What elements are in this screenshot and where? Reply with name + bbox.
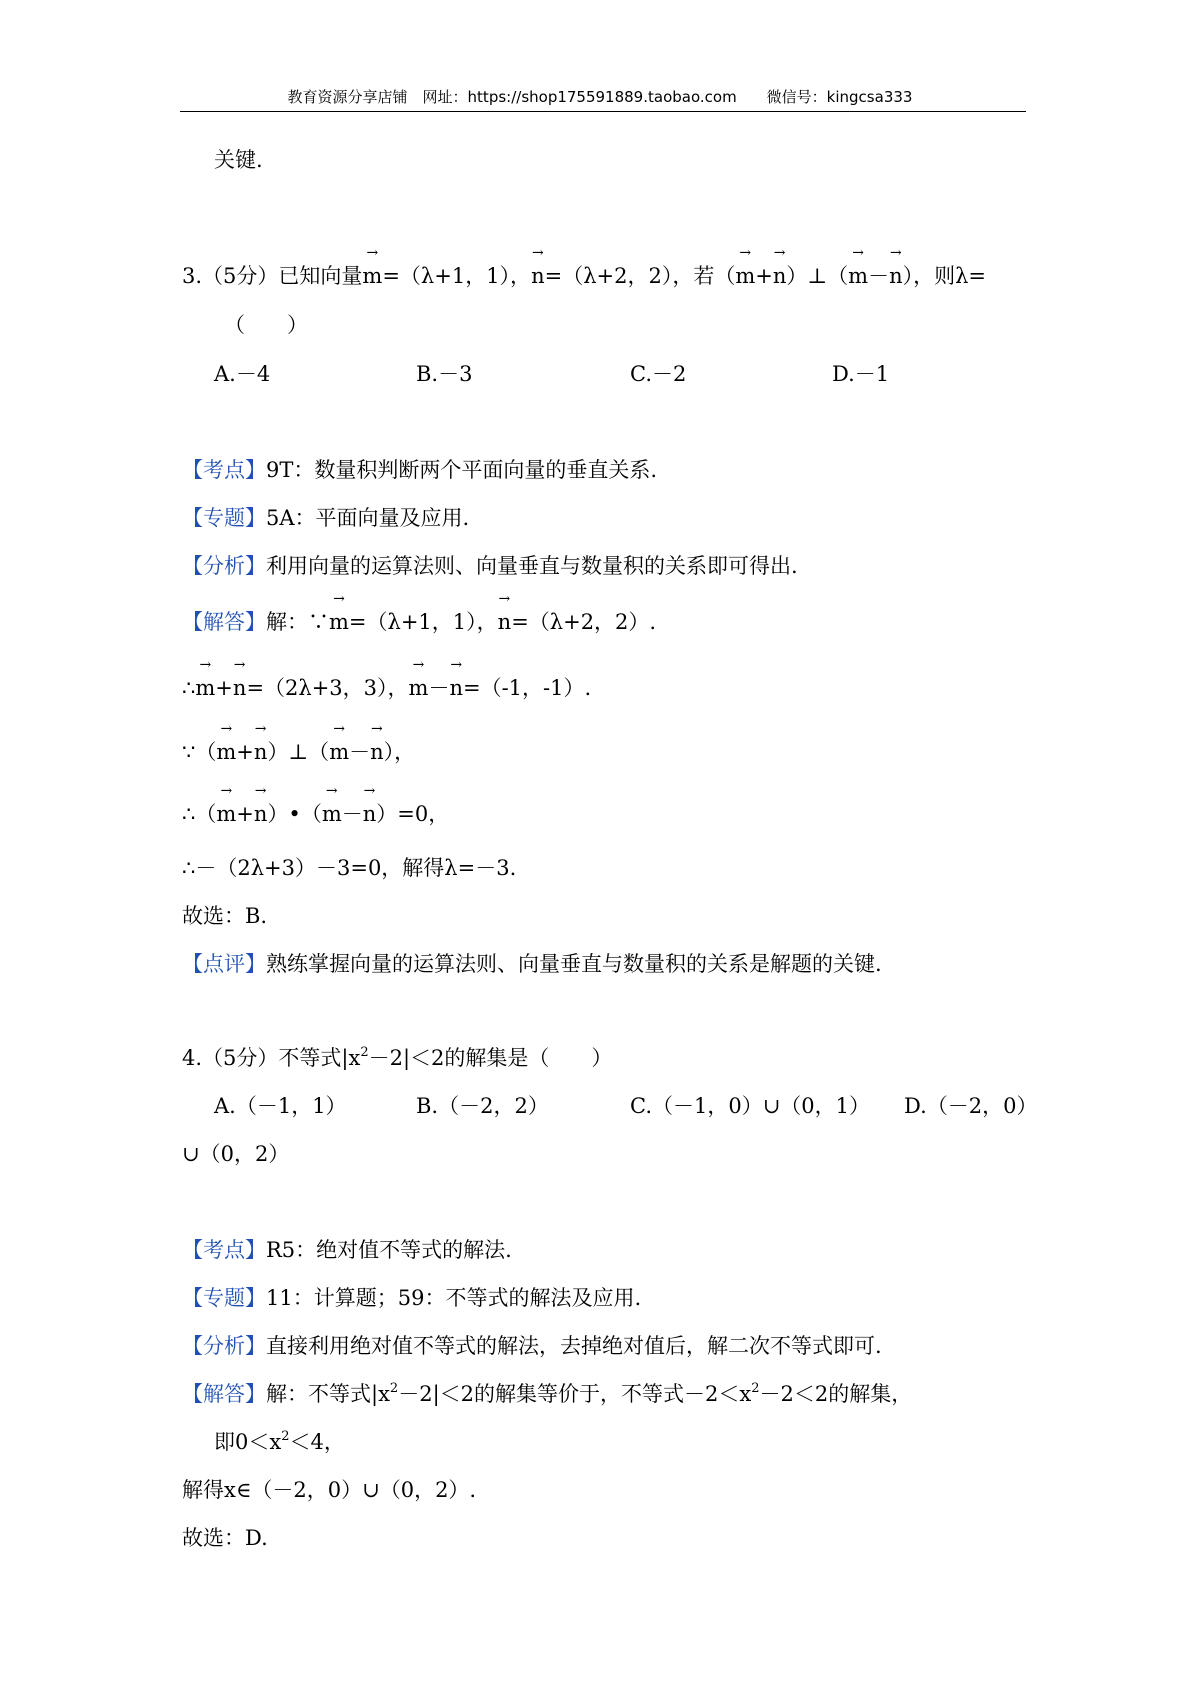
q4-fenxi-tag: 【分析】 [182,1334,266,1358]
q3-kaodian: 【考点】9T：数量积判断两个平面向量的垂直关系. [182,458,658,482]
q4-choice-d: D.（－2，0） [904,1094,1038,1118]
q3-choice-a: A.－4 [214,362,271,386]
q4-answer: 故选：D. [182,1526,268,1550]
header-divider [180,111,1026,112]
q4-solution-line-3: 解得x∈（－2，0）∪（0，2）. [182,1478,477,1502]
q3-choice-c: C.－2 [630,362,687,386]
q4-stem: 4.（5分）不等式$|x^2-2|<2$的解集是（ ） [182,1045,613,1070]
q3-solution-line-4: ∴（→ m+→ n）•（→ m－→ n）=0， [182,796,449,828]
q3-stem: 3.（5分）已知向量→ m=（λ+1，1），→ n=（λ+2，2），若（→ m+→ n）⊥（→ m－→ n），则λ= [182,258,986,290]
q3-fenxi: 【分析】利用向量的运算法则、向量垂直与数量积的关系即可得出. [182,554,798,578]
q4-choice-d-continued: ∪（0，2） [182,1142,290,1166]
q3-dianping: 【点评】熟练掌握向量的运算法则、向量垂直与数量积的关系是解题的关键. [182,952,882,976]
q3-zhuanti: 【专题】5A：平面向量及应用. [182,506,470,530]
q3-solution-line-2: ∴→ m+→ n=（2λ+3，3），→ m－→ n=（-1，-1）. [182,670,591,702]
q3-solution-line-5: ∴－（2λ+3）－3=0，解得λ=－3. [182,856,517,880]
q4-choice-c: C.（－1，0）∪（0，1） [630,1094,871,1118]
q3-choice-d: D.－1 [832,362,890,386]
q3-fenxi-tag: 【分析】 [182,554,266,578]
q4-kaodian: 【考点】R5：绝对值不等式的解法. [182,1238,512,1262]
q4-jieda-tag: 【解答】 [182,1382,266,1406]
q4-choice-a: A.（－1，1） [214,1094,347,1118]
q3-kaodian-tag: 【考点】 [182,458,266,482]
q3-choice-b: B.－3 [416,362,473,386]
q4-kaodian-tag: 【考点】 [182,1238,266,1262]
q3-solution-line-3: ∵（→ m+→ n）⊥（→ m－→ n）， [182,734,415,766]
q3-jieda-tag: 【解答】 [182,610,266,634]
q3-jieda: 【解答】解：∵→ m=（λ+1，1），→ n=（λ+2，2）. [182,604,656,636]
page-header: 教育资源分享店铺 网址：https://shop175591889.taobao.com 微信号：kingcsa333 [287,88,913,106]
q4-jieda: 【解答】解：不等式$|x^2-2|<2$的解集等价于，不等式$-2<x^2-2<2$的解集， [182,1381,913,1406]
q4-zhuanti-tag: 【专题】 [182,1286,266,1310]
q4-zhuanti: 【专题】11：计算题；59：不等式的解法及应用. [182,1286,642,1310]
q3-answer: 故选：B. [182,904,268,928]
q3-paren: （ ） [224,313,308,337]
vector-m: → m [362,258,382,290]
q3-dianping-tag: 【点评】 [182,952,266,976]
q3-zhuanti-tag: 【专题】 [182,506,266,530]
prev-solution-tail: 关键. [214,148,263,172]
q4-fenxi: 【分析】直接利用绝对值不等式的解法，去掉绝对值后，解二次不等式即可. [182,1334,882,1358]
q4-solution-line-2: 即$0<x^2<4$， [214,1429,345,1454]
q4-choice-b: B.（－2，2） [416,1094,549,1118]
vector-n: → n [531,258,545,290]
